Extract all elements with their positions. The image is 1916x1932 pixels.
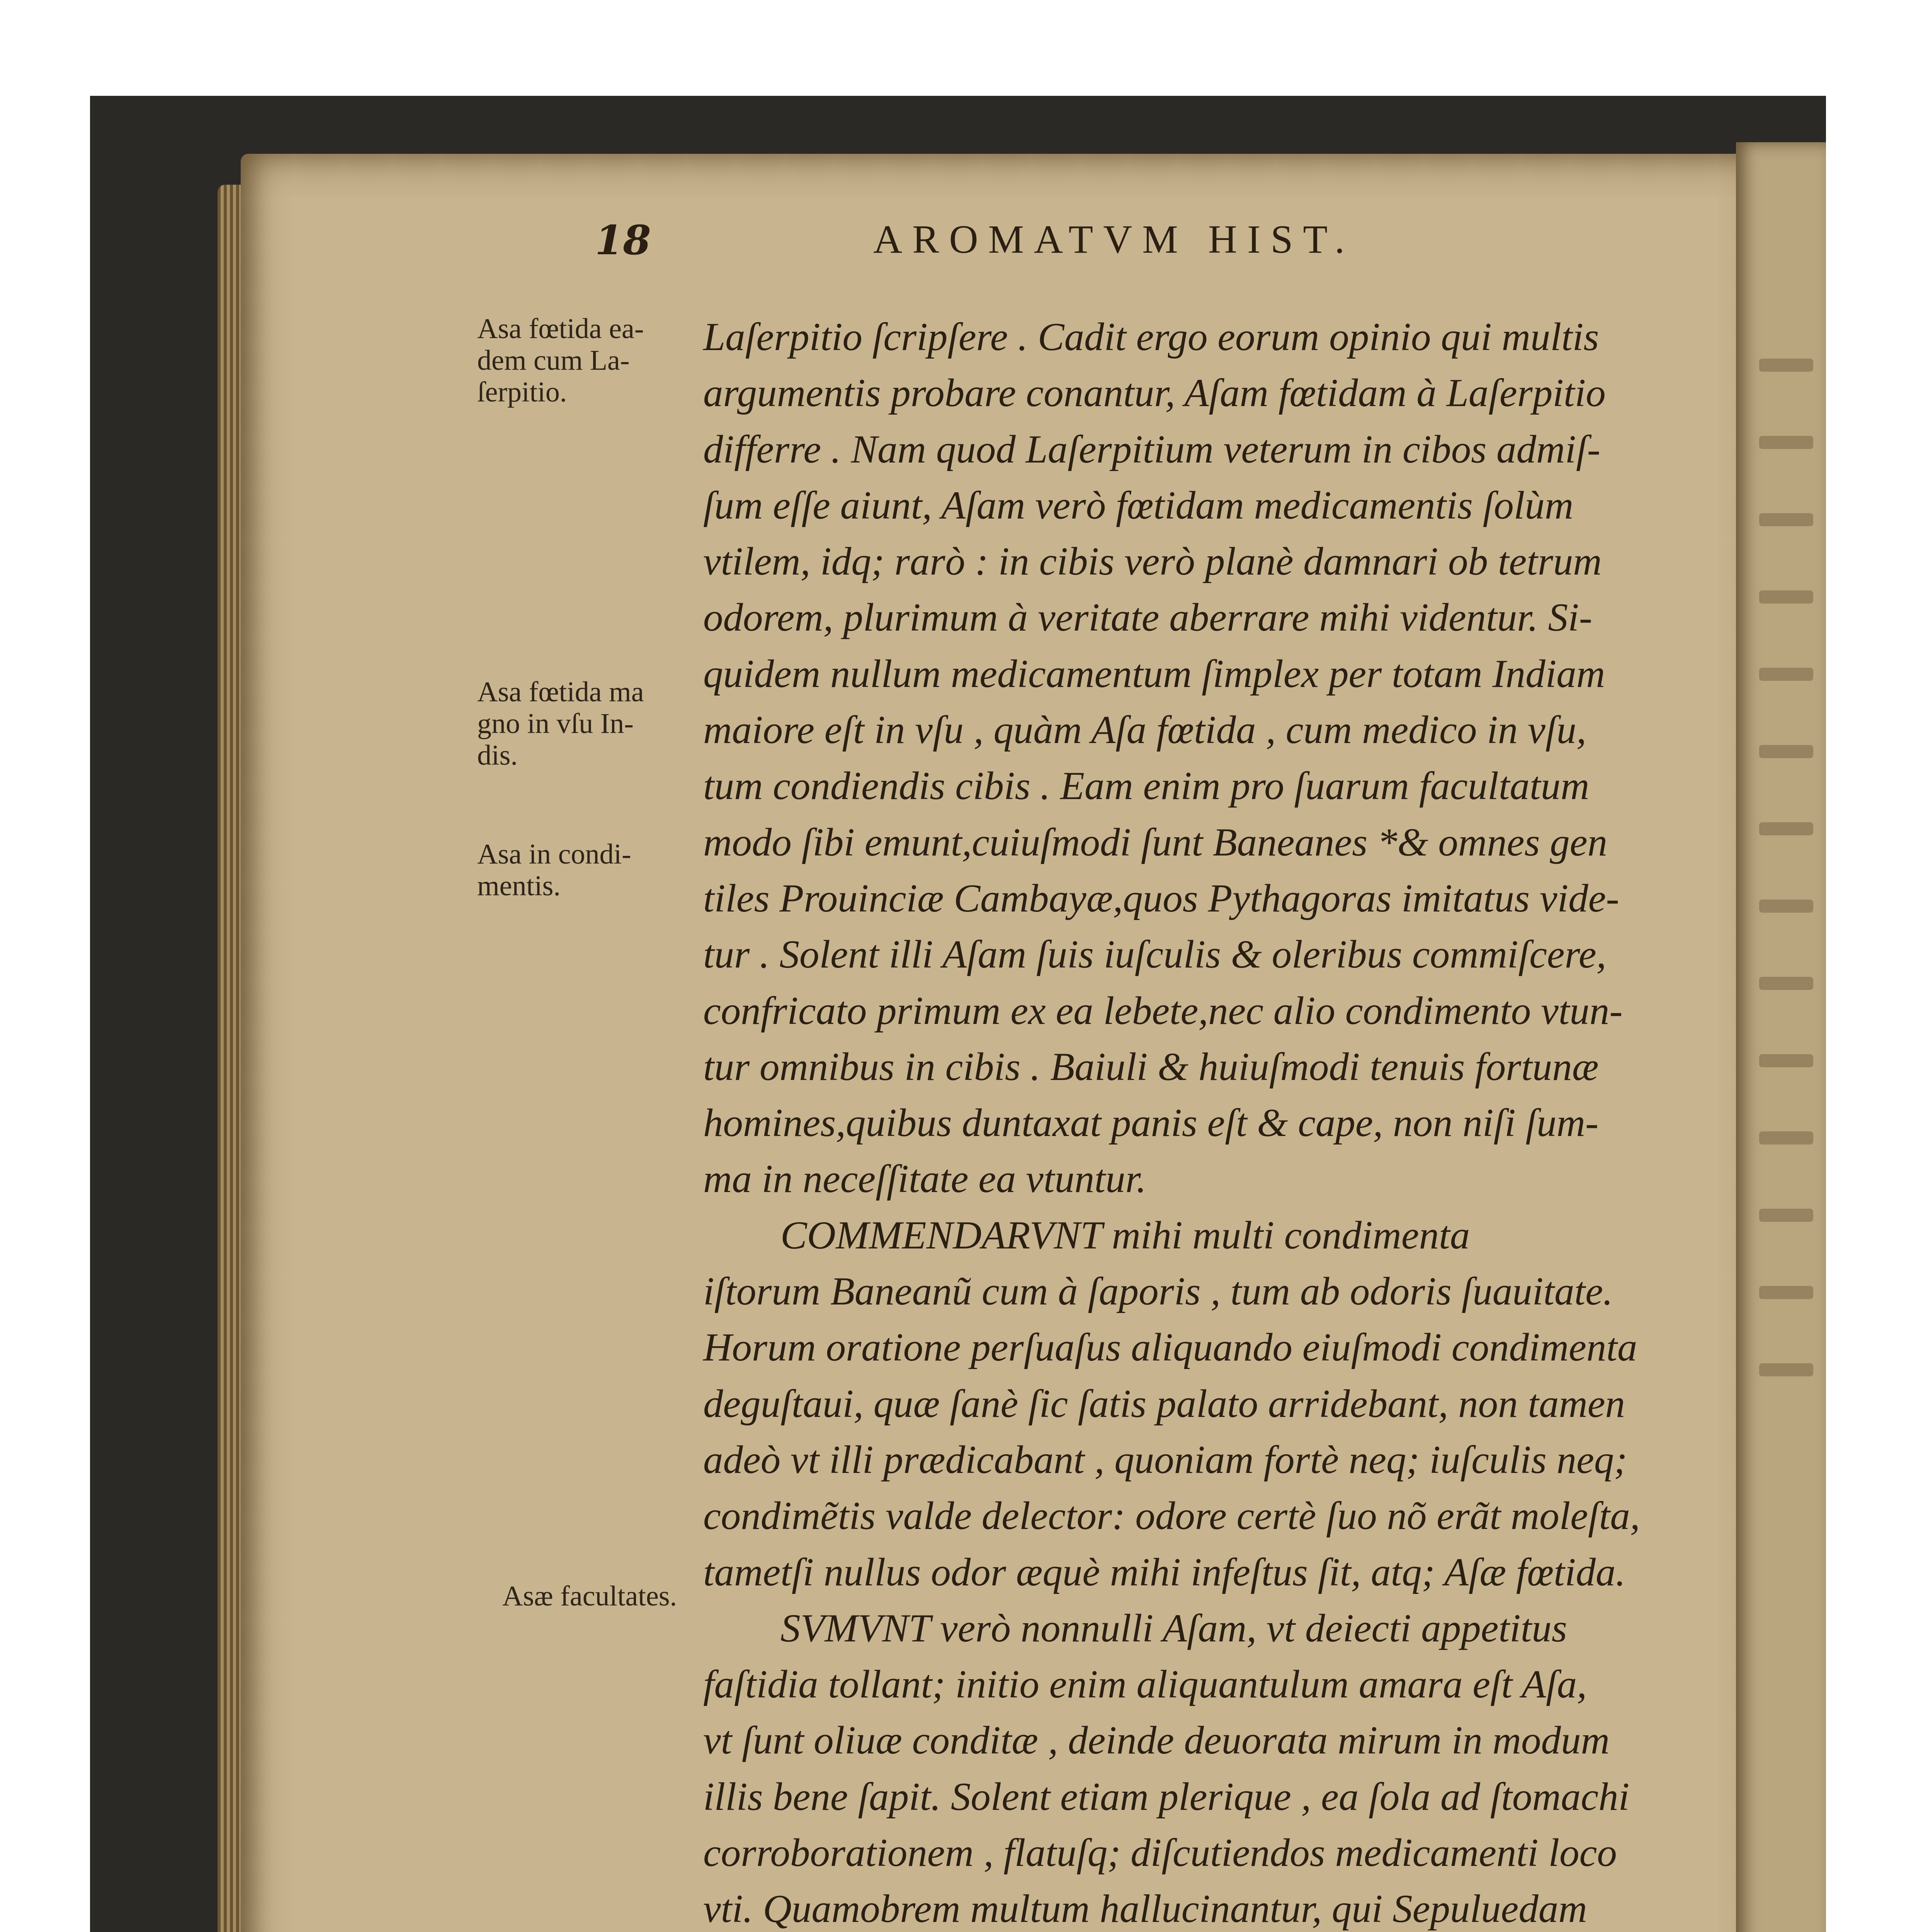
text-line: faſtidia tollant; initio enim aliquantulum amara eſt Aſa, bbox=[703, 1662, 1587, 1707]
text-line: confricato primum ex ea lebete,nec alio condimento vtun- bbox=[703, 988, 1623, 1033]
marginal-note-line: Asa fœtida ea- bbox=[477, 313, 644, 345]
text-line: condimẽtis valde delector: odore certè ſuo nõ erãt moleſta, bbox=[703, 1494, 1640, 1538]
marginal-note bbox=[502, 1580, 723, 1612]
text-line: iſtorum Baneanũ cum à ſaporis , tum ab odoris ſuauitate. bbox=[703, 1269, 1613, 1314]
text-line: COMMENDARVNT mihi multi condimenta bbox=[780, 1213, 1470, 1257]
text-line: Laſerpitio ſcripſere . Cadit ergo eorum opinio qui multis bbox=[703, 315, 1599, 359]
text-line: differre . Nam quod Laſerpitium veterum in cibos admiſ- bbox=[703, 427, 1601, 471]
marginal-note-line: Asa fœtida ma bbox=[477, 676, 644, 708]
marginal-note-line: Asæ facultates. bbox=[502, 1580, 677, 1612]
page-number: 18 bbox=[595, 216, 651, 264]
text-line: Horum oratione perſuaſus aliquando eiuſmodi condimenta bbox=[703, 1325, 1637, 1370]
text-line: tur . Solent illi Aſam ſuis iuſculis & oleribus commiſcere, bbox=[703, 932, 1607, 977]
text-line: tiles Prouinciæ Cambayæ,quos Pythagoras imitatus vide- bbox=[703, 876, 1619, 920]
marginal-note-line: gno in vſu In- bbox=[477, 708, 634, 740]
text-line: argumentis probare conantur, Aſam fœtidam à Laſerpitio bbox=[703, 371, 1606, 415]
text-line: homines,quibus duntaxat panis eſt & cape, non niſi ſum- bbox=[703, 1101, 1599, 1145]
marginal-note-line: Asa in condi- bbox=[477, 838, 631, 870]
marginal-note-line: dem cum La- bbox=[477, 345, 630, 376]
text-line: vti. Quamobrem multum hallucinantur, qui Sepuluedam bbox=[703, 1887, 1587, 1931]
text-line: ma in neceſſitate ea vtuntur. bbox=[703, 1157, 1147, 1201]
text-line: vtilem, idq; rarò : in cibis verò planè damnari ob tetrum bbox=[703, 539, 1602, 584]
text-line: tum condiendis cibis . Eam enim pro ſuarum facultatum bbox=[703, 764, 1590, 808]
marginal-note bbox=[477, 313, 697, 408]
running-head bbox=[595, 216, 1658, 267]
body-text bbox=[703, 309, 1685, 1932]
marginal-note-line: ſerpitio. bbox=[477, 376, 567, 408]
text-line: tametſi nullus odor æquè mihi infeſtus ſit, atq; Aſæ fœtida. bbox=[703, 1550, 1626, 1594]
marginal-note-line: dis. bbox=[477, 740, 518, 771]
text-line: tur omnibus in cibis . Baiuli & huiuſmodi tenuis fortunæ bbox=[703, 1044, 1599, 1089]
text-line: deguſtaui, quæ ſanè ſic ſatis palato arridebant, non tamen bbox=[703, 1381, 1625, 1426]
text-line: ſum eſſe aiunt, Aſam verò fœtidam medicamentis ſolùm bbox=[703, 483, 1574, 527]
text-line: SVMVNT verò nonnulli Aſam, vt deiecti appetitus bbox=[780, 1606, 1567, 1650]
text-line: maiore eſt in vſu , quàm Aſa fœtida , cum medico in vſu, bbox=[703, 708, 1586, 752]
text-line: illis bene ſapit. Solent etiam plerique , ea ſola ad ſtomachi bbox=[703, 1774, 1630, 1819]
text-line: adeò vt illi prædicabant , quoniam fortè neq; iuſculis neq; bbox=[703, 1437, 1627, 1482]
marginal-note bbox=[477, 838, 697, 902]
text-line: corroborationem , flatuſq; diſcutiendos medicamenti loco bbox=[703, 1831, 1617, 1875]
running-title: AROMATVM HIST. bbox=[873, 217, 1355, 262]
text-line: vt ſunt oliuæ conditæ , deinde deuorata mirum in modum bbox=[703, 1718, 1610, 1763]
text-line: modo ſibi emunt,cuiuſmodi ſunt Baneanes *& omnes gen bbox=[703, 820, 1608, 864]
facing-page-edge bbox=[1736, 142, 1826, 1932]
marginal-note-line: mentis. bbox=[477, 870, 561, 902]
text-line: odorem, plurimum à veritate aberrare mihi videntur. Si- bbox=[703, 595, 1593, 640]
text-line: quidem nullum medicamentum ſimplex per totam Indiam bbox=[703, 651, 1605, 696]
marginal-note bbox=[477, 676, 697, 771]
